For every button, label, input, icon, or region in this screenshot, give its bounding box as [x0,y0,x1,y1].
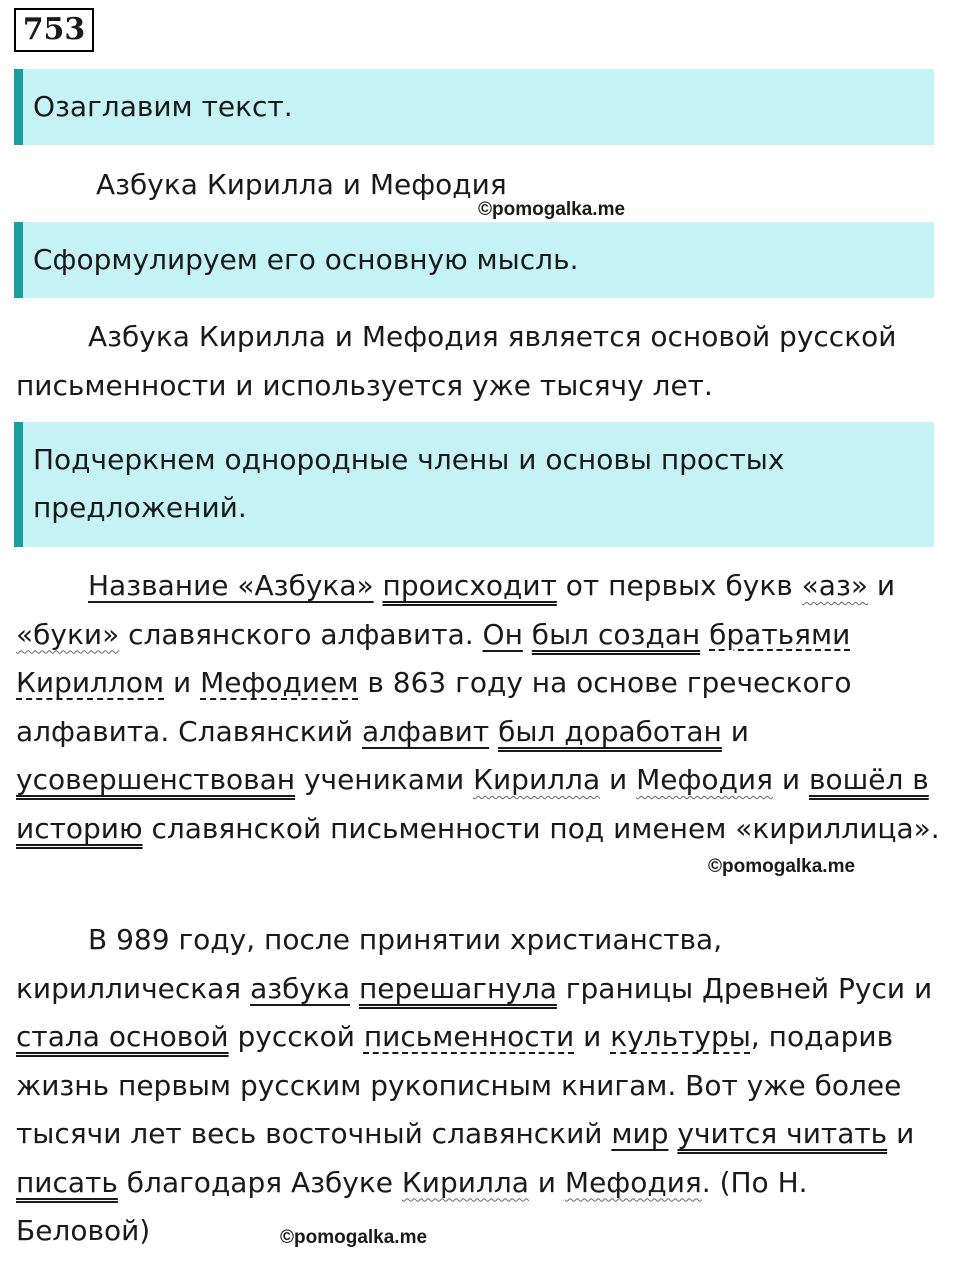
homogeneous-member: Мефодия [636,763,773,796]
homogeneous-object: культуры [610,1020,751,1053]
task-heading-analysis [14,422,934,547]
predicate: стала основой [16,1020,229,1053]
predicate: происходит [382,569,557,602]
watermark: ©pomogalka.me [708,856,856,877]
task-heading-title [14,69,934,145]
watermark: ©pomogalka.me [280,1227,428,1248]
homogeneous-member: «аз» [801,569,868,602]
subject: Он [482,617,523,651]
homogeneous-object: Мефодием [200,666,359,699]
subject: мир [611,1117,669,1150]
text-paragraph-2: В 989 году, после принятии христианства, кириллическая азбука перешагнула границы Древней Руси и стала основой русской письменности и культуры, подарив жизнь первым русским рукописным книгам. Вот уже более тысячи лет весь восточный славянский мир учится читать и писать благодаря Азбуке Кирилла и Мефодия. (По Н. Беловой) [16,923,933,1247]
answer-title: Азбука Кирилла и Мефодия [96,168,507,201]
predicate: усовершенствован [16,763,296,796]
task-heading-idea [14,222,934,298]
predicate: учится читать [677,1117,888,1150]
homogeneous-member: «буки» [16,617,120,651]
task-heading-idea-text: Сформулируем его основную мысль. [33,243,579,276]
subject: алфавит [361,714,490,748]
predicate: перешагнула [358,971,557,1005]
predicate: был создан [531,617,701,651]
subject: азбука [250,971,351,1005]
task-heading-title-text: Озаглавим текст. [33,90,293,123]
task-number: 753 [14,8,94,52]
homogeneous-object: Кириллом [16,666,165,699]
homogeneous-object: письменности [363,1020,575,1053]
task-heading-analysis-text: Подчеркнем однородные члены и основы простых предложений. [33,443,785,524]
homogeneous-member: Кирилла [473,763,601,796]
watermark: ©pomogalka.me [478,199,626,220]
answer-idea: Азбука Кирилла и Мефодия является основой русской письменности и используется уже тысячу лет. [16,320,897,402]
object: братьями [709,617,851,651]
text-paragraph-1: Название «Азбука» происходит от первых букв «аз» и «буки» славянского алфавита. Он был создан братьями Кириллом и Мефодием в 863 году на основе греческого алфавита. Славянский алфавит был доработан и усовершенствован учениками Кирилла и Мефодия и вошёл в историю славянской письменности под именем «кириллица». [16,569,940,845]
subject: Название «Азбука» [88,569,374,602]
predicate: вошёл в историю [16,763,929,845]
homogeneous-member: Кирилла [401,1165,529,1199]
predicate: писать [16,1165,118,1199]
homogeneous-member: Мефодия [564,1165,702,1199]
predicate: был доработан [498,714,722,748]
